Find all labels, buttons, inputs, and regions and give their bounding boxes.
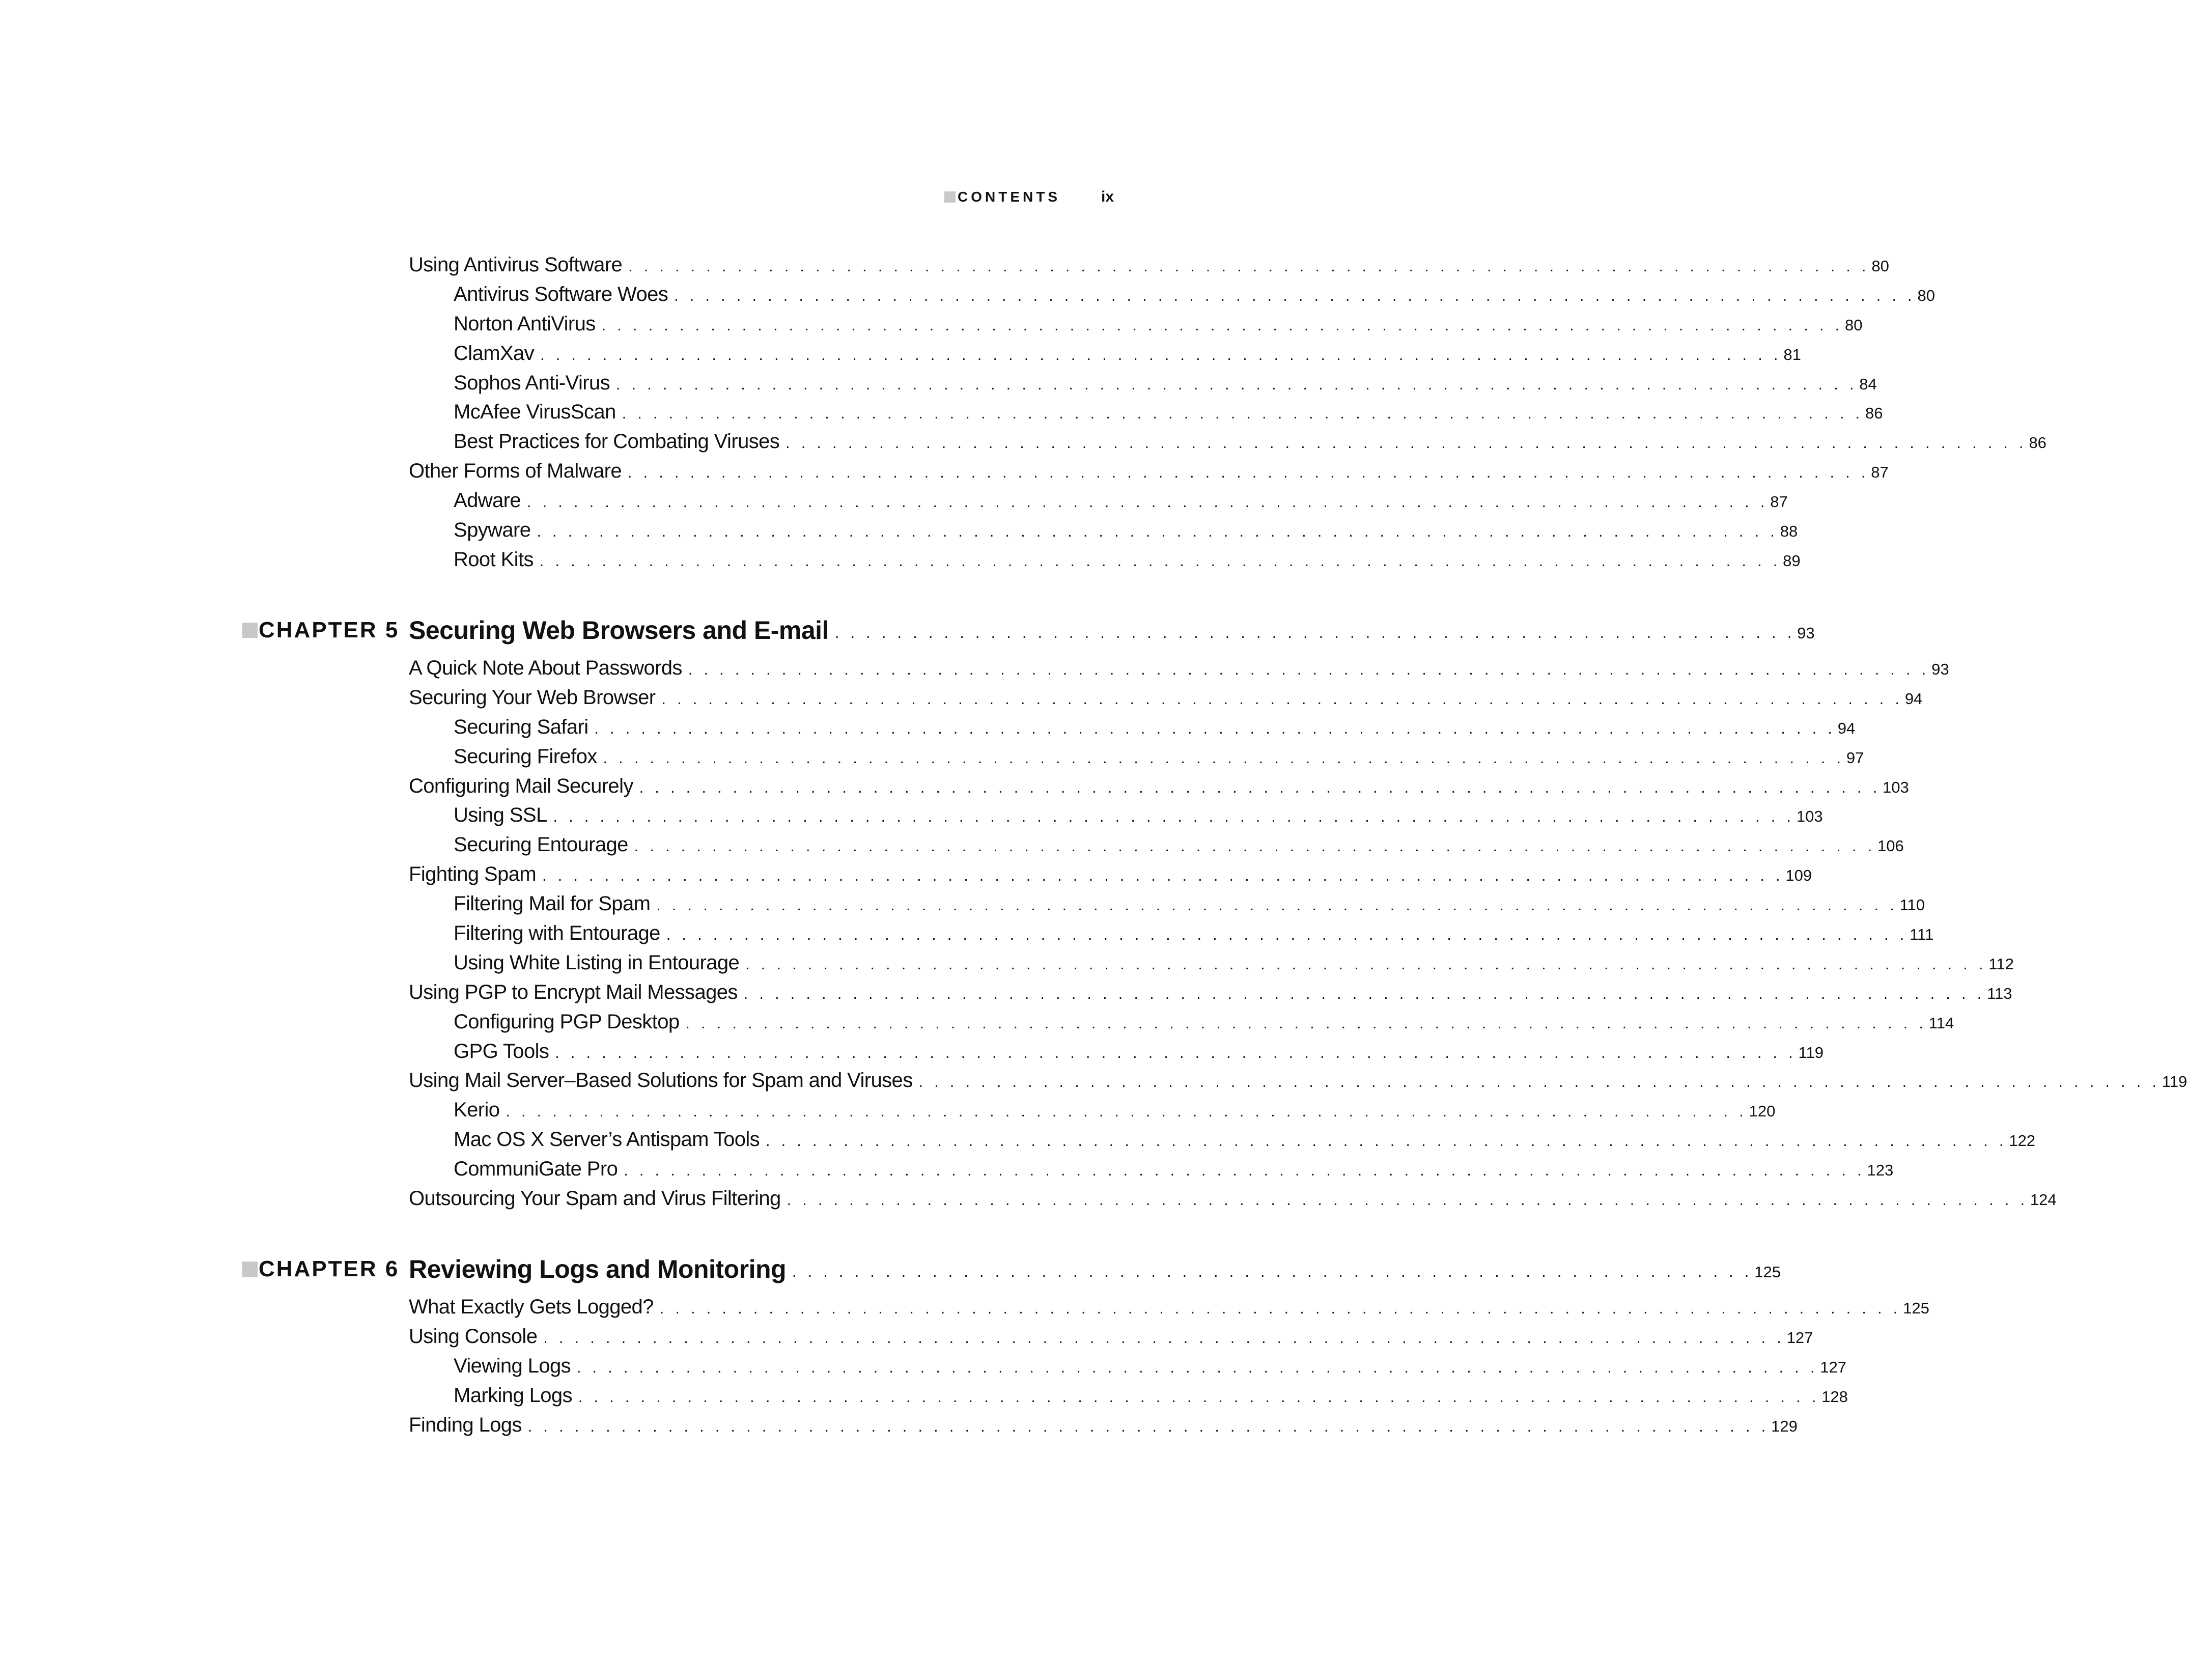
toc-entry-page-number: 86: [2029, 434, 2046, 452]
chapter-label-text: CHAPTER 6: [259, 1256, 400, 1281]
toc-entry[interactable]: [409, 1325, 1813, 1355]
dot-leader: . . . . . . . . . . . . . . . . . . . . . . . . . . . . . . . . . . . . . . . . . . . . . . . . . . . . . . . . . . . . . . . . . . . . . . . . . . . . . . . .: [661, 690, 1903, 708]
toc-entry-title: Using Console: [409, 1325, 538, 1348]
toc-entry-page-number: 112: [1988, 955, 2014, 973]
toc-entry-title: Root Kits: [454, 548, 534, 571]
dot-leader: . . . . . . . . . . . . . . . . . . . . . . . . . . . . . . . . . . . . . . . . . . . . . . . . . . . . . . . . . . . . . . . . . . . . . . . . . . . . . . . .: [656, 897, 1898, 914]
toc-entry-title: ClamXav: [454, 342, 535, 365]
toc-entry-title: Adware: [454, 489, 521, 512]
toc-subentry[interactable]: [454, 371, 1877, 401]
toc-subentry[interactable]: [454, 833, 1904, 863]
toc-entry-title: Sophos Anti-Virus: [454, 371, 610, 394]
toc-entry-page-number: 80: [1871, 257, 1889, 275]
toc-entry-page-number: 114: [1928, 1014, 1954, 1032]
toc-entry-page-number: 127: [1820, 1358, 1847, 1376]
toc-entry-title: Securing Your Web Browser: [409, 686, 656, 709]
chapter-label: [242, 1249, 399, 1290]
page-number: ix: [1101, 188, 1114, 205]
running-header: [944, 184, 1117, 210]
toc-entry-title: Securing Firefox: [454, 745, 597, 768]
toc-entry-page-number: 80: [1844, 316, 1863, 334]
toc-entry-page-number: 113: [1987, 984, 2012, 1002]
toc-entry[interactable]: [409, 254, 1889, 283]
dot-leader: . . . . . . . . . . . . . . . . . . . . . . . . . . . . . . . . . . . . . . . . . . . . . . . . . . . . . . . . . . . . . . . . . . . . . . . . . . . . . . . .: [555, 1044, 1797, 1061]
toc-subentry[interactable]: [454, 1010, 1954, 1040]
dot-leader: . . . . . . . . . . . . . . . . . . . . . . . . . . . . . . . . . . . . . . . . . . . . . . . . . . . . . . . . . . . . . . . . . . . . . . . . . . . . . . . .: [688, 661, 1930, 678]
toc-subentry[interactable]: [454, 951, 2014, 981]
dot-leader: . . . . . . . . . . . . . . . . . . . . . . . . . . . . . . . . . . . . . . . . . . . . . . . . . . . . . . . . . . . . . .: [834, 625, 1796, 641]
toc-entry-page-number: 109: [1785, 866, 1812, 885]
dot-leader: . . . . . . . . . . . . . . . . . . . . . . . . . . . . . . . . . . . . . . . . . . . . . . . . . . . . . . . . . . . . . . . . . . . . . . . . . . . . . . . .: [542, 867, 1784, 885]
toc-entry-title: Spyware: [454, 519, 531, 542]
dot-leader: . . . . . . . . . . . . . . . . . . . . . . . . . . . . . . . . . . . . . . . . . . . . . . . . . . . . . . . . . . . . . . . . . . . . . . . . . . . . . . . .: [543, 1329, 1785, 1347]
dot-leader: . . . . . . . . . . . . . . . . . . . . . . . . . . . . . . . . . . . . . . . . . . . . . . . . . . . . . . . . . . . . . . . . . . . . . . . . . . . . . . . .: [540, 346, 1782, 363]
dot-leader: . . . . . . . . . . . . . . . . . . . . . . . . . . . . . . . . . . . . . . . . . . . . . . . . . . . . . . . . . . . . . . . . . . . . . . . . . . . . . . . .: [639, 779, 1881, 796]
toc-entry-page-number: 93: [1931, 660, 1949, 678]
toc-entry[interactable]: [409, 460, 1889, 489]
toc-subentry[interactable]: [454, 519, 1798, 548]
toc-entry-page-number: 84: [1859, 375, 1877, 393]
toc-entry-title: CommuniGate Pro: [454, 1158, 618, 1181]
chapter-heading[interactable]: [0, 1249, 1781, 1290]
toc-subentry[interactable]: [454, 548, 1801, 578]
toc-subentry[interactable]: [454, 283, 1935, 313]
toc-entry-title: Outsourcing Your Spam and Virus Filtering: [409, 1187, 781, 1210]
dot-leader: . . . . . . . . . . . . . . . . . . . . . . . . . . . . . . . . . . . . . . . . . . . . . . . . . . . . . . . . . . . . . . . . . . . . . . . . . . . . . . . .: [624, 1162, 1865, 1180]
dot-leader: . . . . . . . . . . . . . . . . . . . . . . . . . . . . . . . . . . . . . . . . . . . . . . . . . . . . . . . . . . . . . . . . . . . . . . . . . . . . . . . .: [918, 1074, 2160, 1091]
dot-leader: . . . . . . . . . . . . . . . . . . . . . . . . . . . . . . . . . . . . . . . . . . . . . . . . . . . . . . . . . . . . . . . . . . . . . . . . . . . . . . . .: [745, 956, 1987, 973]
dot-leader: . . . . . . . . . . . . . . . . . . . . . . . . . . . . . . . . . . . . . . . . . . . . . . . . . . . . . . . . . . . . . . . . . . . . . . . . . . . . . . . .: [601, 317, 1843, 334]
dot-leader: . . . . . . . . . . . . . . . . . . . . . . . . . . . . . . . . . . . . . . . . . . . . . . . . . . . . . . . . . . . . . . . . . . . . . . . . . . . . . . . .: [537, 523, 1778, 541]
square-bullet-icon: [944, 191, 956, 203]
toc-entry-title: Other Forms of Malware: [409, 460, 622, 483]
toc-subentry[interactable]: [454, 922, 1934, 951]
toc-entry-title: Viewing Logs: [454, 1354, 571, 1377]
toc-entry-page-number: 87: [1770, 493, 1788, 511]
toc-subentry[interactable]: [454, 1040, 1824, 1070]
dot-leader: . . . . . . . . . . . . . . . . . . . . . . . . . . . . . . . . . . . . . . . . . . . . . . . . . . . . . . . . . . . . . . . . . . . . . . . . . . . . . . . .: [527, 1418, 1770, 1435]
toc-entry-page-number: 127: [1786, 1328, 1813, 1347]
toc-entry[interactable]: [409, 774, 1909, 804]
toc-entry-page-number: 129: [1771, 1417, 1798, 1435]
toc-entry-page-number: 87: [1871, 463, 1889, 482]
dot-leader: . . . . . . . . . . . . . . . . . . . . . . . . . . . . . . . . . . . . . . . . . . . . . . . . . . . . . . . . . . . . . . . . . . . . . . . . . . . . . . . .: [685, 1015, 1927, 1032]
toc-subentry[interactable]: [454, 489, 1788, 519]
dot-leader: . . . . . . . . . . . . . . . . . . . . . . . . . . . . . . . . . . . . . . . . . . . . . . . . . . . . . . . . . . . . . . . . . . . . . . . . . . . . . . . .: [578, 1388, 1820, 1406]
dot-leader: . . . . . . . . . . . . . . . . . . . . . . . . . . . . . . . . . . . . . . . . . . . . . . . . . . . . . . . . . . . . . . . . . . . . . . . . . . . . . . . .: [622, 405, 1863, 423]
toc-subentry[interactable]: [454, 1384, 1848, 1414]
toc-entry[interactable]: [409, 686, 1923, 716]
toc-subentry[interactable]: [454, 342, 1801, 372]
toc-subentry[interactable]: [454, 715, 1856, 745]
dot-leader: . . . . . . . . . . . . . . . . . . . . . . . . . . . . . . . . . . . . . . . . . . . . . . . . . . . . . . . . . . . . . . . . . . . . . . . . . . . . . . . .: [539, 552, 1781, 570]
toc-entry-page-number: 103: [1796, 807, 1823, 826]
toc-entry[interactable]: [409, 1413, 1798, 1443]
chapter-title: Securing Web Browsers and E-mail: [409, 616, 829, 645]
toc-entry-title: Mac OS X Server’s Antispam Tools: [454, 1128, 760, 1151]
toc-entry[interactable]: [409, 1296, 1929, 1325]
toc-entry-list: [0, 657, 2187, 1217]
toc-entry-page-number: 125: [1903, 1299, 1929, 1317]
toc-subentry[interactable]: [454, 892, 1925, 922]
chapter-6-section: [0, 1249, 1929, 1443]
running-header-label: CONTENTS: [958, 189, 1060, 205]
toc-entry-title: Filtering with Entourage: [454, 922, 660, 945]
toc-entry-title: Configuring PGP Desktop: [454, 1010, 680, 1033]
toc-entry-page-number: 89: [1783, 551, 1801, 570]
toc-entry-title: Using White Listing in Entourage: [454, 951, 740, 974]
toc-entry-title: Securing Safari: [454, 715, 588, 738]
dot-leader: . . . . . . . . . . . . . . . . . . . . . . . . . . . . . . . . . . . . . . . . . . . . . . . . . . . . . . . . . . . . . . . . . . . . . . . . . . . . . . . .: [634, 838, 1876, 855]
toc-entry-page-number: 111: [1910, 926, 1934, 944]
toc-entry-title: McAfee VirusScan: [454, 401, 616, 424]
toc-subentry[interactable]: [454, 745, 1864, 775]
dot-leader: . . . . . . . . . . . . . . . . . . . . . . . . . . . . . . . . . . . . . . . . . . . . . . . . . . . . . . . . . . . . . . . . . . . . . . . . . . . . . . . .: [787, 1192, 2028, 1209]
toc-entry-title: Kerio: [454, 1099, 500, 1122]
toc-entry-page-number: 86: [1865, 404, 1883, 423]
toc-entry-page-number: 120: [1749, 1102, 1776, 1121]
chapter-5-section: [0, 610, 2187, 1217]
toc-entry-title: Using SSL: [454, 804, 547, 827]
chapter-heading[interactable]: [0, 610, 1815, 651]
toc-entry-page-number: 119: [1798, 1043, 1824, 1061]
toc-entry-list: [0, 1296, 1929, 1443]
dot-leader: . . . . . . . . . . . . . . . . . . . . . . . . . . . . . . . . . . . . . . . . . . . . . . . . . . . . . . . . . . . . . . . . . . . . . . . . . . . . . . . .: [628, 258, 1870, 275]
chapter-label-text: CHAPTER 5: [259, 618, 400, 642]
toc-entry-title: Using Mail Server–Based Solutions for Spam and Viruses: [409, 1069, 913, 1092]
toc-continued-section: [0, 254, 2046, 578]
toc-subentry[interactable]: [454, 1158, 1894, 1187]
toc-entry-page-number: 94: [1837, 719, 1856, 737]
toc-subentry[interactable]: [454, 430, 2046, 460]
toc-subentry[interactable]: [454, 1099, 1776, 1128]
toc-entry-page-number: 122: [2009, 1132, 2036, 1150]
dot-leader: . . . . . . . . . . . . . . . . . . . . . . . . . . . . . . . . . . . . . . . . . . . . . . . . . . . . . . . . . . . . . . . . . . . . . . . . . . . . . . . .: [553, 808, 1795, 826]
toc-entry-title: Antivirus Software Woes: [454, 283, 668, 305]
toc-entry-page-number: 110: [1899, 896, 1925, 914]
dot-leader: . . . . . . . . . . . . . . . . . . . . . . . . . . . . . . . . . . . . . . . . . . . . . . . . . . . . . . . . . . . . . . . . . . . . . . . . . . . . . . . .: [659, 1300, 1901, 1317]
toc-entry[interactable]: [409, 657, 1949, 686]
toc-entry-page-number: 106: [1877, 837, 1904, 855]
toc-entry[interactable]: [409, 981, 2012, 1011]
dot-leader: . . . . . . . . . . . . . . . . . . . . . . . . . . . . . . . . . . . . . . . . . . . . . . . . . . . . . . . . . . . . . . . . . . . . . . . . . . . . . . . .: [527, 494, 1769, 511]
dot-leader: . . . . . . . . . . . . . . . . . . . . . . . . . . . . . . . . . . . . . . . . . . . . . . . . . . . . . . . . . . . . . .: [792, 1264, 1753, 1280]
chapter-title: Reviewing Logs and Monitoring: [409, 1255, 787, 1283]
toc-entry-page-number: 80: [1917, 286, 1935, 304]
dot-leader: . . . . . . . . . . . . . . . . . . . . . . . . . . . . . . . . . . . . . . . . . . . . . . . . . . . . . . . . . . . . . . . . . . . . . . . . . . . . . . . .: [594, 720, 1836, 737]
chapter-title-row: [409, 610, 1815, 651]
dot-leader: . . . . . . . . . . . . . . . . . . . . . . . . . . . . . . . . . . . . . . . . . . . . . . . . . . . . . . . . . . . . . . . . . . . . . . . . . . . . . . . .: [628, 464, 1869, 482]
toc-entry-page-number: 81: [1783, 345, 1801, 363]
toc-subentry[interactable]: [454, 804, 1823, 833]
toc-entry-page-number: 88: [1780, 522, 1798, 541]
toc-entry-page-number: 128: [1821, 1387, 1848, 1406]
toc-entry-title: What Exactly Gets Logged?: [409, 1296, 654, 1318]
dot-leader: . . . . . . . . . . . . . . . . . . . . . . . . . . . . . . . . . . . . . . . . . . . . . . . . . . . . . . . . . . . . . . . . . . . . . . . . . . . . . . . .: [506, 1103, 1747, 1121]
dot-leader: . . . . . . . . . . . . . . . . . . . . . . . . . . . . . . . . . . . . . . . . . . . . . . . . . . . . . . . . . . . . . . . . . . . . . . . . . . . . . . . .: [666, 927, 1908, 944]
toc-subentry[interactable]: [454, 312, 1863, 342]
toc-entry-page-number: 97: [1846, 748, 1864, 767]
toc-entry-title: GPG Tools: [454, 1040, 549, 1062]
dot-leader: . . . . . . . . . . . . . . . . . . . . . . . . . . . . . . . . . . . . . . . . . . . . . . . . . . . . . . . . . . . . . . . . . . . . . . . . . . . . . . . .: [674, 287, 1916, 304]
square-bullet-icon: [242, 1262, 258, 1277]
toc-entry-page-number: 123: [1867, 1161, 1894, 1180]
toc-entry-page-number: 124: [2030, 1191, 2057, 1209]
toc-entry-title: Marking Logs: [454, 1384, 572, 1407]
dot-leader: . . . . . . . . . . . . . . . . . . . . . . . . . . . . . . . . . . . . . . . . . . . . . . . . . . . . . . . . . . . . . . . . . . . . . . . . . . . . . . . .: [616, 376, 1858, 393]
toc-entry-page-number: 94: [1904, 689, 1923, 708]
toc-entry-title: Using Antivirus Software: [409, 254, 623, 276]
toc-entry-title: Finding Logs: [409, 1413, 522, 1436]
chapter-page-number: 125: [1754, 1263, 1781, 1281]
dot-leader: . . . . . . . . . . . . . . . . . . . . . . . . . . . . . . . . . . . . . . . . . . . . . . . . . . . . . . . . . . . . . . . . . . . . . . . . . . . . . . . .: [603, 749, 1844, 767]
toc-subentry[interactable]: [454, 401, 1883, 430]
square-bullet-icon: [242, 623, 258, 638]
toc-entry-title: Filtering Mail for Spam: [454, 892, 651, 915]
dot-leader: . . . . . . . . . . . . . . . . . . . . . . . . . . . . . . . . . . . . . . . . . . . . . . . . . . . . . . . . . . . . . . . . . . . . . . . . . . . . . . . .: [743, 985, 1985, 1002]
toc-entry-title: Best Practices for Combating Viruses: [454, 430, 780, 453]
toc-entry-page-number: 103: [1883, 778, 1909, 796]
toc-subentry[interactable]: [454, 1128, 2036, 1158]
dot-leader: . . . . . . . . . . . . . . . . . . . . . . . . . . . . . . . . . . . . . . . . . . . . . . . . . . . . . . . . . . . . . . . . . . . . . . . . . . . . . . . .: [786, 435, 2027, 452]
toc-entry[interactable]: [409, 863, 1812, 892]
chapter-page-number: 93: [1797, 624, 1815, 642]
toc-entry-list: [0, 254, 2046, 578]
dot-leader: . . . . . . . . . . . . . . . . . . . . . . . . . . . . . . . . . . . . . . . . . . . . . . . . . . . . . . . . . . . . . . . . . . . . . . . . . . . . . . . .: [577, 1359, 1818, 1376]
toc-entry-title: Using PGP to Encrypt Mail Messages: [409, 981, 738, 1003]
chapter-label: [242, 610, 399, 651]
toc-entry-title: A Quick Note About Passwords: [409, 657, 682, 679]
toc-entry-title: Configuring Mail Securely: [409, 774, 633, 797]
toc-entry-title: Norton AntiVirus: [454, 312, 596, 335]
toc-entry-title: Securing Entourage: [454, 833, 628, 856]
chapter-title-row: [409, 1249, 1781, 1290]
toc-entry-title: Fighting Spam: [409, 863, 537, 886]
dot-leader: . . . . . . . . . . . . . . . . . . . . . . . . . . . . . . . . . . . . . . . . . . . . . . . . . . . . . . . . . . . . . . . . . . . . . . . . . . . . . . . .: [766, 1133, 2007, 1150]
toc-entry[interactable]: [409, 1069, 2187, 1099]
toc-subentry[interactable]: [454, 1354, 1847, 1384]
toc-entry[interactable]: [409, 1187, 2057, 1217]
toc-entry-page-number: 119: [2162, 1073, 2187, 1091]
